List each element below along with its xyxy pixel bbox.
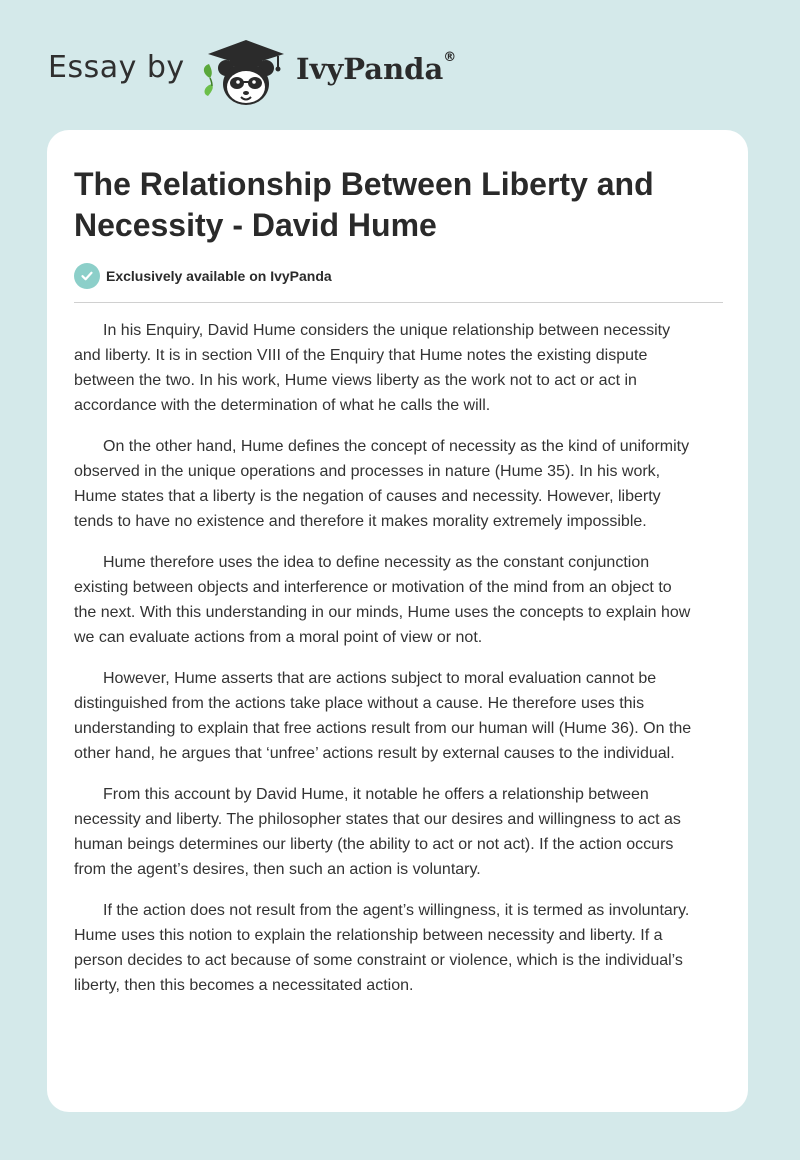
brand-name[interactable]: [296, 52, 456, 86]
paragraph-1: In his Enquiry, David Hume considers the unique relationship between necessity and liberty. It is in section VIII of the Enquiry that Hume notes the existing dispute between the two. In his work, Hume views liberty as the work not to act or act in accordance with the determination of what he calls the will.: [74, 322, 671, 414]
paragraph-2: On the other hand, Hume defines the concept of necessity as the kind of uniformity observed in the unique operations and processes in nature (Hume 35). In his work, Hume states that a liberty is the negation of causes and necessity. However, liberty tends to have no existence and therefore it makes morality extremely impossible.: [74, 438, 690, 530]
paragraph-5: From this account by David Hume, it notable he offers a relationship between necessity and liberty. The philosopher states that our desires and willingness to act as human beings determines our liberty (the ability to act or not act). If the action occurs from the agent’s desires, then such an action is voluntary.: [74, 786, 681, 878]
essay-card: [47, 130, 748, 1112]
site-header: [0, 0, 800, 130]
badge-label: Exclusively available on IvyPanda: [106, 268, 332, 284]
essay-by-label: Essay by: [48, 50, 185, 85]
check-circle-icon: [74, 263, 100, 289]
page-title: [74, 164, 714, 246]
panda-graduate-logo-icon: [200, 34, 292, 110]
paragraph-6: If the action does not result from the agent’s willingness, it is termed as involuntary. Hume uses this notion to explain the relationship between necessity and liberty. If a person decides to act because of some constraint or violence, which is the individual’s liberty, then this becomes a necessitated action.: [74, 902, 690, 994]
ivy-leaf-icon: [204, 64, 213, 96]
brand-text: IvyPanda: [296, 52, 444, 86]
exclusive-badge: [74, 263, 332, 289]
paragraph-3: Hume therefore uses the idea to define necessity as the constant conjunction existing between objects and interference or motivation of the mind from an object to the next. With this understanding in our minds, Hume uses the concepts to explain how we can evaluate actions from a moral point of view or not.: [74, 554, 691, 646]
divider: [74, 302, 723, 303]
essay-body: [74, 318, 723, 1014]
paragraph-4: However, Hume asserts that are actions subject to moral evaluation cannot be distinguished from the actions take place without a cause. He therefore uses this understanding to explain that free actions result from our human will (Hume 36). On the other hand, he argues that ‘unfree’ actions result by external causes to the individual.: [74, 670, 692, 762]
registered-mark: ®: [443, 50, 457, 65]
title-text: The Relationship Between Liberty and Necessity - David Hume: [74, 166, 654, 243]
